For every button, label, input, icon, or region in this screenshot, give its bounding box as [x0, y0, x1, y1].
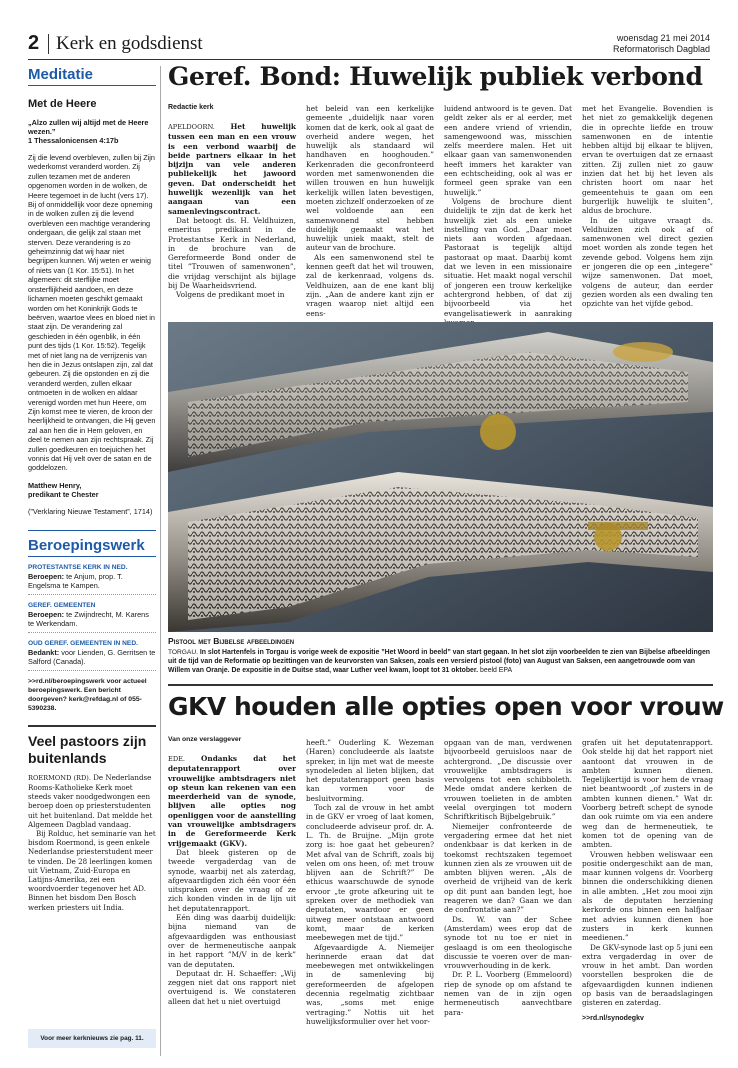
article1-column-4: met het Evangelie. Bovendien is het niet zo gemakkelijk degenen die in oprechte liefde en trouw samenwonen en de intentie hebben altijd bij elkaar te blijven, ervan te overtuigen dat ze ernaast zitten. Zij zullen niet zo gauw inzien dat het bij het leven als christen hoort om naar het gemeentehuis te gaan om een burgerlijk huwelijk te sluiten”, aldus de brochure. In de uitgave vraagt ds. Veldhuizen zich ook af of samenwonen wel direct gezien moet worden als zonde tegen het zevende gebod. Volgens hem zijn er jongeren die op een „integere” wijze samenwonen. Dat moet, volgens de auteur, dan eerder gezien worden als een dwaling ten opzichte van het vijfde gebod. [582, 104, 713, 309]
caption-dateline: TORGAU. [168, 649, 198, 656]
column-divider [160, 66, 161, 1056]
author-name: Matthew Henry, [28, 480, 82, 490]
article1-column-2: het beleid van een kerkelijke gemeente „duidelijk naar voren komen dat de kerk, ook al gaat de overheid andere wegen, het huwelijk als standaard wil handhaven en hooghouden.” Kerkenraden die geconfronteerd worden met samenwonenden die willen trouwen en hun huwelijk kerkelijk willen laten bevestigen, moeten zichzelf onderzoeken of ze wel voldoende aan een samenwonend stel hebben duidelijk gemaakt wat het huwelijk uniek maakt, stelt de auteur van de brochure. Als een samenwonend stel te kennen geeft dat het wil trouwen, zal de kerkenraad, volgens ds. Veldhuizen, aan de ene kant blij zijn. „Aan de andere kant zijn er vragen waarop niet altijd een eens- [306, 104, 434, 318]
meditatie-quote [28, 118, 156, 145]
church-name: GEREF. GEMEENTEN [28, 601, 96, 609]
beroep-block [28, 563, 156, 595]
beroep-label: Beroepen: [28, 571, 65, 581]
pastoors-headline: Veel pastoors zijn buitenlands [28, 725, 156, 767]
meditatie-body: Zij die levend overbleven, zullen bij Zijn wederkomst veranderd worden. Zij zullen tezamen met de anderen opgenomen worden in de wolken, de Heere tegemoet in de lucht (vers 17). Bij of onmiddellijk voor deze opneming in de wolken zullen zij die levend overbleven een machtige verandering ondergaan, die gelijk zal staan met sterven. Deze verandering is zo geheimzinnig dat wij haar niet begrijpen kunnen. Wij weten er weinig of niets van (1 Kor. 15:51). In het algemeen: dit sterflijke moet onsterflijkheid aandoen, en deze lichamen moeten geschikt gemaakt worden om het Koninkrijk Gods te beërven, waartoe vlees en bloed niet in staat zijn. De verandering zal geschieden in één ogenblik, in één punt des tijds (1 Kor. 15:52). Tegelijk met of niet lang na de verrijzenis van hen die in Jezus ontslapen zijn, zal dat gebeuren. Zij die opstonden en zij die veranderd werden, zullen elkaar ontmoeten in de wolken en aldaar verenigd worden met hun Heere, om Zijn komst mee te vieren, de kroon der heerlijkheid te ontvangen, die Hij geven zal aan hen die in Hem geloven, en deel te nemen aan zijn rechtspraak. Zij zullen goedkeuren en toejuichen het vonnis dat Hij velt over de satan en de goddelozen. [28, 153, 156, 473]
article1-dateline: APELDOORN. [168, 123, 215, 131]
sidebar [28, 66, 156, 1056]
meditatie-author [28, 481, 156, 499]
header-dateline [613, 33, 710, 55]
author-role: predikant te Chester [28, 489, 99, 499]
meditatie-heading: Meditatie [28, 66, 156, 86]
meditatie-source: (”Verklaring Nieuwe Testament”, 1714) [28, 506, 153, 516]
pastoors-paragraph: Bij Rolduc, het seminarie van het bisdom Roermond, is geen enkele Nederlandse priesterstudent meer te vinden. De 28 leerlingen komen uit Vietnam, Zuid-Europa en Latijns-Amerika, zei een woordvoerder tegenover het AD. Binnen het bisdom Den Bosch werken priesters uit India. [28, 829, 156, 912]
beroep-label: Bedankt: [28, 647, 60, 657]
beroep-text: te Zwijndrecht, M. Karens te Werkendam. [28, 609, 149, 628]
article2-dateline: EDE. [168, 755, 186, 763]
caption-text: In slot Hartenfels in Torgau is vorige week de expositie ”Het Woord in beeld” van start gegaan. In het slot zijn voorbeelden te zien van Bijbelse afbeeldingen uit de tijd van de Reformatie op bezittingen van de keurvorsten van Saksen, zoals een versierd pistool (foto) van August van Saksen, een aangetrouwde oom van Willem van Oranje. De expositie in de Duitse stad, waar Luther veel kwam, loopt tot 31 oktober. [168, 649, 710, 674]
pistol-photo [168, 322, 713, 632]
article2-byline: Van onze verslaggever [168, 736, 242, 743]
article2-column-4: grafen uit het deputatenrapport. Ook stelde hij dat het rapport niet aantoont dat vrouwen in de ambten kunnen dienen. Tegelijkertijd is voor hem de vraag niet beantwoordt „of zusters in de ambten kunnen dienen.” Wat dr. Voorberg betreft schept de synode dan ook ruimte om via een andere weg dan de hermeneutiek, te komen tot de opening van de ambten. Vrouwen hebben weliswaar een positie ondergeschikt aan de man, maar kunnen volgens dr. Voorberg binnen die onderschikking dienen in alle ambten. „Het zou mooi zijn als de deputaten herziening kerkorde ons binnen een halfjaar met advies kunnen dienen hoe zusters in kerk kunnen meedienen.” De GKV-synode last op 5 juni een extra vergaderdag in over de vrouw in het ambt. Dan worden voorstellen besproken die de afgevaardigden kunnen indienen op basis van de beraadslagingen gisteren en zaterdag. >>rd.nl/synodegkv [582, 738, 713, 1022]
pastoors-paragraph: ROERMOND (RD). De Nederlandse Rooms-Katholieke Kerk moet steeds vaker noodgedwongen een beroep doen op priesterstudenten uit het buitenland. Dat meldde het Algemeen Dagblad vandaag. [28, 772, 153, 829]
article1-byline: Redactie kerk [168, 104, 214, 111]
article-divider [168, 684, 713, 686]
article1-lead: Het huwelijk tussen een man en een vrouw is een verbond waarbij de beide partners elkaar in het bijzijn van vele anderen publiekelijk het jawoord geven. Dat onderscheidt het huwelijk wezenlijk van het aangaan van een samenlevingscontract. [168, 122, 296, 216]
header-divider [48, 34, 49, 54]
synode-link[interactable]: >>rd.nl/synodegkv [582, 1014, 644, 1022]
beroep-label: Beroepen: [28, 609, 65, 619]
article1-column-1: APELDOORN. Het huwelijk tussen een man en een vrouw is een verbond waarbij de beide partners elkaar in het bijzijn van vele anderen publiekelijk het jawoord geven. Dat onderscheidt het huwelijk wezenlijk van het aangaan van een samenlevingscontract. Dat betoogt ds. H. Veldhuizen, emeritus predikant in de Protestantse Kerk in Nederland, in de brochure van de Gereformeerde Bond onder de titel ”Trouwen of samenwonen”, die vrijdag verschijnt als bijlage bij De Waarheidsvriend. Volgens de predikant moet in [168, 122, 296, 300]
article1-column-3: luidend antwoord is te geven. Dat geldt zeker als er al eerder, met een andere vriend of vriendin, samengewoond was, misschien zelfs meerdere malen. Het uit elkaar gaan van samenwonenden heeft immers het karakter van een echtscheiding, ook al was er formeel geen sprake van een huwelijk.” Volgens de brochure dient duidelijk te zijn dat de kerk het huwelijk ziet als een unieke instelling van God. „Daar moet niets aan worden afgedaan. Pastoraat is tegelijk altijd pastoraat op maat. Daarbij komt dat we leven in een missionaire situatie. Het maakt nogal verschil of jongeren een trouw kerkelijke achtergrond hebben, of dat zij bijvoorbeeld via het evangelisatiewerk in aanraking [444, 104, 572, 318]
section-name: Kerk en godsdienst [56, 33, 203, 54]
pastoors-body [28, 773, 156, 912]
article2-lead: Ondanks dat het deputatenrapport over vrouwelijke ambtsdragers niet op steun kan rekenen van een meerderheid van de synode, blijven alle opties nog openliggen voor de aanstelling van vrouwelijke ambtsdragers in de Gereformeerde Kerk vrijgemaakt (GKV). [168, 754, 297, 848]
page-number: 2 [28, 32, 40, 54]
beroep-block [28, 601, 156, 633]
article2-headline: GKV houden alle opties open voor vrouw [168, 692, 724, 721]
beroepingswerk-heading: Beroepingswerk [28, 530, 156, 557]
church-name: OUD GEREF. GEMEENTEN IN NED. [28, 639, 138, 647]
pistol-illustration [168, 322, 713, 632]
church-name: PROTESTANTSE KERK IN NED. [28, 563, 128, 571]
pastoors-dateline: ROERMOND (RD). [28, 773, 91, 782]
paper-name: Reformatorisch Dagblad [612, 44, 710, 54]
quote-text: „Alzo zullen wij altijd met de Heere wezen.” [28, 118, 149, 136]
photo-caption [168, 648, 713, 675]
beroep-text: voor Lienden, G. Gerritsen te Salford (Canada). [28, 647, 156, 666]
beroep-block [28, 639, 156, 671]
article2-column-1: EDE. Ondanks dat het deputatenrapport over vrouwelijke ambtsdragers niet op steun kan rekenen van een meerderheid van de synode, blijven alle opties nog openliggen voor de aanstelling van vrouwelijke ambtsdragers in de Gereformeerde Kerk vrijgemaakt (GKV). Dat bleek gisteren op de tweede vergaderdag van de synode, waarbij net als zaterdag, afgevaardigden zich één voor één uitspraken over de vraag of ze zich konden vinden in de lijn uit het deputatenrapport. Eén ding was daarbij duidelijk: bijna niemand van de afgevaardigden was enthousiast over de hermeneutische aanpak in het rapport ”M/V in de kerk” van de deputaten. Deputaat dr. H. Schaeffer: „Wij zeggen niet dat ons rapport niet overtuigend is. We constateren alleen dat het u niet overtuigd [168, 754, 297, 1006]
photo-credit: beeld EPA [480, 667, 513, 674]
page-header [28, 30, 710, 60]
quote-reference: 1 Thessalonicensen 4:17b [28, 136, 119, 145]
article2-column-3: opgaan van de man, verdwenen bijvoorbeeld geruisloos naar de achtergrond. „De discussie over vrouwelijke ambtsdragers is vervolgens tot een schibboleth. Mede omdat andere kerken de vrouwen toelieten in de ambten veelal overgingen tot modern Schriftkritisch Bijbelgebruik.” Niemeijer confronteerde de vergadering ermee dat het niet ondenkbaar is dat kerken in de toekomst rechtszaken tegemoet kunnen zien als ze vrouwen uit de ambten blijven weren. „Als de overheid de vrijheid van de kerk op dit punt aan banden legt, hoe reageren we dan? Gaan we dan de confrontatie aan?” Ds. W. van der Schee (Amsterdam) wees erop dat de synode tot nu toe er niet in geslaagd is om een theologische discussie te voeren over de man-vrouwverhouding in de kerk. Dr. P. L. Voorberg (Emmeloord) riep de synode op om afstand te nemen van de in zijn ogen hermeneutisch aanvechtbare para- [444, 738, 572, 1017]
meditatie-title: Met de Heere [28, 98, 97, 110]
more-news-box[interactable]: Voor meer kerknieuws zie pag. 11. [28, 1029, 156, 1048]
beroep-text: te Anjum, prop. T. Engelsma te Kampen. [28, 571, 123, 590]
article1-headline: Geref. Bond: Huwelijk publiek verbond [168, 62, 703, 91]
photo-caption-title: Pistool met Bijbelse afbeeldingen [168, 636, 295, 646]
article2-column-2: heeft.” Ouderling K. Wezeman (Haren) concludeerde als laatste spreker, in lijn met wat de meeste synodeleden al lieten blijken, dat het deputatenrapport geen basis kan vormen voor de besluitvorming. Toch zal de vrouw in het ambt in de GKV er vroeg of laat komen, concludeerde adviseur prof. dr. A. L. Th. de Bruijne. „Mijn grote zorg is: hoe gaat het gebeuren? Met afval van de Schrift, zoals bij velen om ons heen, of: met trouw blijven aan de Schrift?” De ethicus waarschuwde de synode ervoor „te grote afkeuring uit te spreken over de methodiek van deputaten, waardoor er geen uitweg meer ontstaan antwoord komt, maar de kerken meebewegen met de tijd.” Afgevaardigde A. Niemeijer herinnerde eraan dat dat meebewegen met ontwikkelingen in de samenleving bij gereformeerden de afgelopen decennia regelmatig zichtbaar was, „soms met enige vertraging.” Nottis uit het huwelijksformulier over het voor- [306, 738, 434, 1026]
beroepingswerk-link[interactable]: >>rd.nl/beroepingswerk voor actueel beroepingswerk. Een bericht doorgeven? kerk@refdag.nl of 055-5390238. [28, 677, 147, 712]
issue-date: woensdag 21 mei 2014 [616, 33, 710, 43]
